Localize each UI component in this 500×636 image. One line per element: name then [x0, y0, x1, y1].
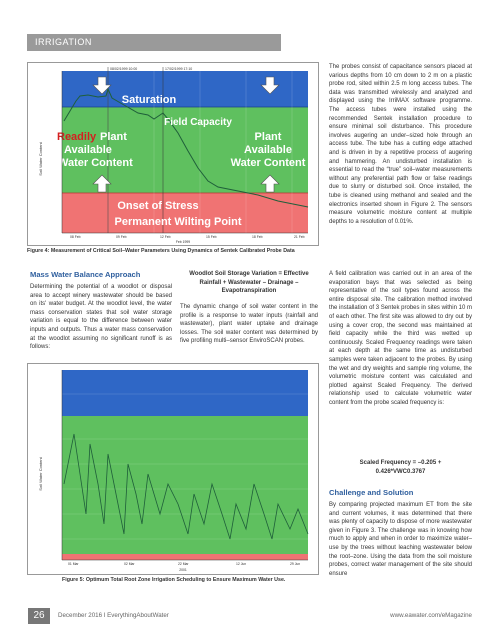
field-capacity-label: Field Capacity — [164, 117, 232, 128]
figure-5-chart — [28, 364, 318, 574]
x-tick: 15 Feb — [206, 235, 217, 239]
mass-water-paragraph: Determining the potential of a woodlot or disposal area to accept winery wastewater should be based on its' water budget. At the woodlot level, the water mass conservation states that soil water storage variation is equal to the difference between water inputs and outputs. Thus a water mass conservation at the woodlot assuming no significant runoff is as follows: — [30, 284, 172, 351]
probes-paragraph: The probes consist of capacitance sensors placed at various depths from 10 cm down to 2 m on a plastic probe rod, sited within 2.5 m long access tubes. The data was transmitted wirelessly and analyzed and displayed using the IrriMAX software programme. The access tubes were installed using the recommended Sentek installation procedure to ensure minimal soil disturbance. This procedure involves augering an under–sized hole through an access tube. The tube has a cutting edge attached and is driven in by a repetitive process of augering and hammering. An undisturbed installation is essential to read the “true” soil–water measurements without any preferential path flow or false readings due to slurry or disturbed soil. Once installed, the tube is cleaned using methanol and sealed and the electronics inserted shown in Figure 2. The sensors measure volumetric moisture content at multiple depths to a resolution of 0.01%. — [329, 64, 472, 225]
calibration-paragraph: A field calibration was carried out in an area of the evaporation bays that was selected as being representative of the soil types found across the entire disposal site. The calibration method involved the installation of 3 Sentek probes in sites within 10 m of each other. The first site was allowed to dry out by using a cover crop, the second was maintained at field capacity while the third was wetted up continuously. Scaled Frequency readings were taken at each depth at the same time as undisturbed samples were taken adjacent to the probes. By using the wet and dry weights and sample ring volume, the volumetric moisture content was calculated and plotted against Scaled Frequency. The derived relationship used to calculate volumetric water content from the probe scaled frequency is: — [329, 271, 472, 406]
x-tick: 18 Feb — [252, 235, 263, 239]
storage-formula: Woodlot Soil Storage Variation = Effective Rainfall + Wastewater – Drainage – Evapotranspiration — [189, 271, 309, 294]
challenge-paragraph: By comparing projected maximum ET from the site and current volumes, it was determined that there was plenty of capacity to dispose of more wastewater given in Figure 3. The challenge was in knowing how much to apply and when in order to maximize water–use by the trees without leaching wastewater below the root–zone. Using the data from the soil moisture probes, correct water management of the site should ensure — [329, 502, 472, 577]
figure-4-caption: Figure 4: Measurement of Critical Soil–Water Parameters Using Dynamics of Sentek Calibrated Probe Data — [27, 248, 295, 254]
readily-label: Readily — [57, 131, 97, 143]
x-tick: 01 Mar — [68, 562, 79, 566]
lower-zone — [62, 554, 308, 560]
top-date-2: 17/02/1999 17:10 — [165, 67, 193, 71]
top-date-1: 08/02/1999 10:00 — [110, 67, 138, 71]
x-tick: 22 Mar — [178, 562, 189, 566]
figure-4 — [27, 62, 319, 246]
figure-4-chart — [28, 63, 318, 245]
figure-5-caption: Figure 5: Optimum Total Root Zone Irrigation Scheduling to Ensure Maximum Water Use. — [62, 577, 286, 583]
x-tick: 21 Feb — [294, 235, 305, 239]
y-axis-label: Soil Water Content — [38, 457, 43, 491]
saturation-label: Saturation — [121, 94, 177, 106]
footer-right-text[interactable]: www.eawater.com/eMagazine — [390, 612, 472, 619]
formula-line-2: 0.426*VWC0.3767 — [375, 468, 426, 475]
footer-left-text: December 2016 I EverythingAboutWater — [58, 612, 169, 619]
right-available-label: Available — [244, 144, 292, 156]
scaled-frequency-formula — [329, 459, 472, 476]
x-tick: 09 Feb — [116, 235, 127, 239]
right-plant-label: Plant — [254, 131, 282, 143]
x-tick: 08 Feb — [70, 235, 81, 239]
pwp-label: Permanent Wilting Point — [114, 216, 242, 228]
figure-5 — [27, 363, 319, 575]
dynamic-change-paragraph: The dynamic change of soil water content in the profile is a response to water inputs (rainfall and wastewater), plant water uptake and drainage losses. The soil water content was determined by five profiling multi–sensor EnviroSCAN probes. — [180, 304, 318, 345]
upper-zone — [62, 370, 308, 416]
section-tag: IRRIGATION — [27, 34, 281, 51]
x-tick: 12 Jun — [236, 562, 247, 566]
left-available-label: Available — [64, 144, 112, 156]
x-tick: 29 Jun — [290, 562, 301, 566]
right-water-label: Water Content — [230, 157, 306, 169]
onset-label: Onset of Stress — [117, 200, 199, 212]
page-number: 26 — [28, 608, 50, 624]
x-month: Feb 1999 — [175, 240, 191, 244]
mass-water-heading: Mass Water Balance Approach — [30, 270, 141, 279]
y-axis-label: Soil Water Content — [38, 142, 43, 176]
x-tick: 02 Mar — [124, 562, 135, 566]
optimum-zone — [62, 416, 308, 554]
page-footer — [0, 604, 500, 628]
left-plant-label: Plant — [100, 131, 127, 143]
formula-line-1: Scaled Frequency = –0.205 + — [359, 460, 442, 466]
challenge-heading: Challenge and Solution — [329, 488, 414, 497]
x-tick: 12 Feb — [160, 235, 171, 239]
left-water-label: Water Content — [58, 157, 133, 169]
x-year: 2001 — [179, 568, 187, 572]
